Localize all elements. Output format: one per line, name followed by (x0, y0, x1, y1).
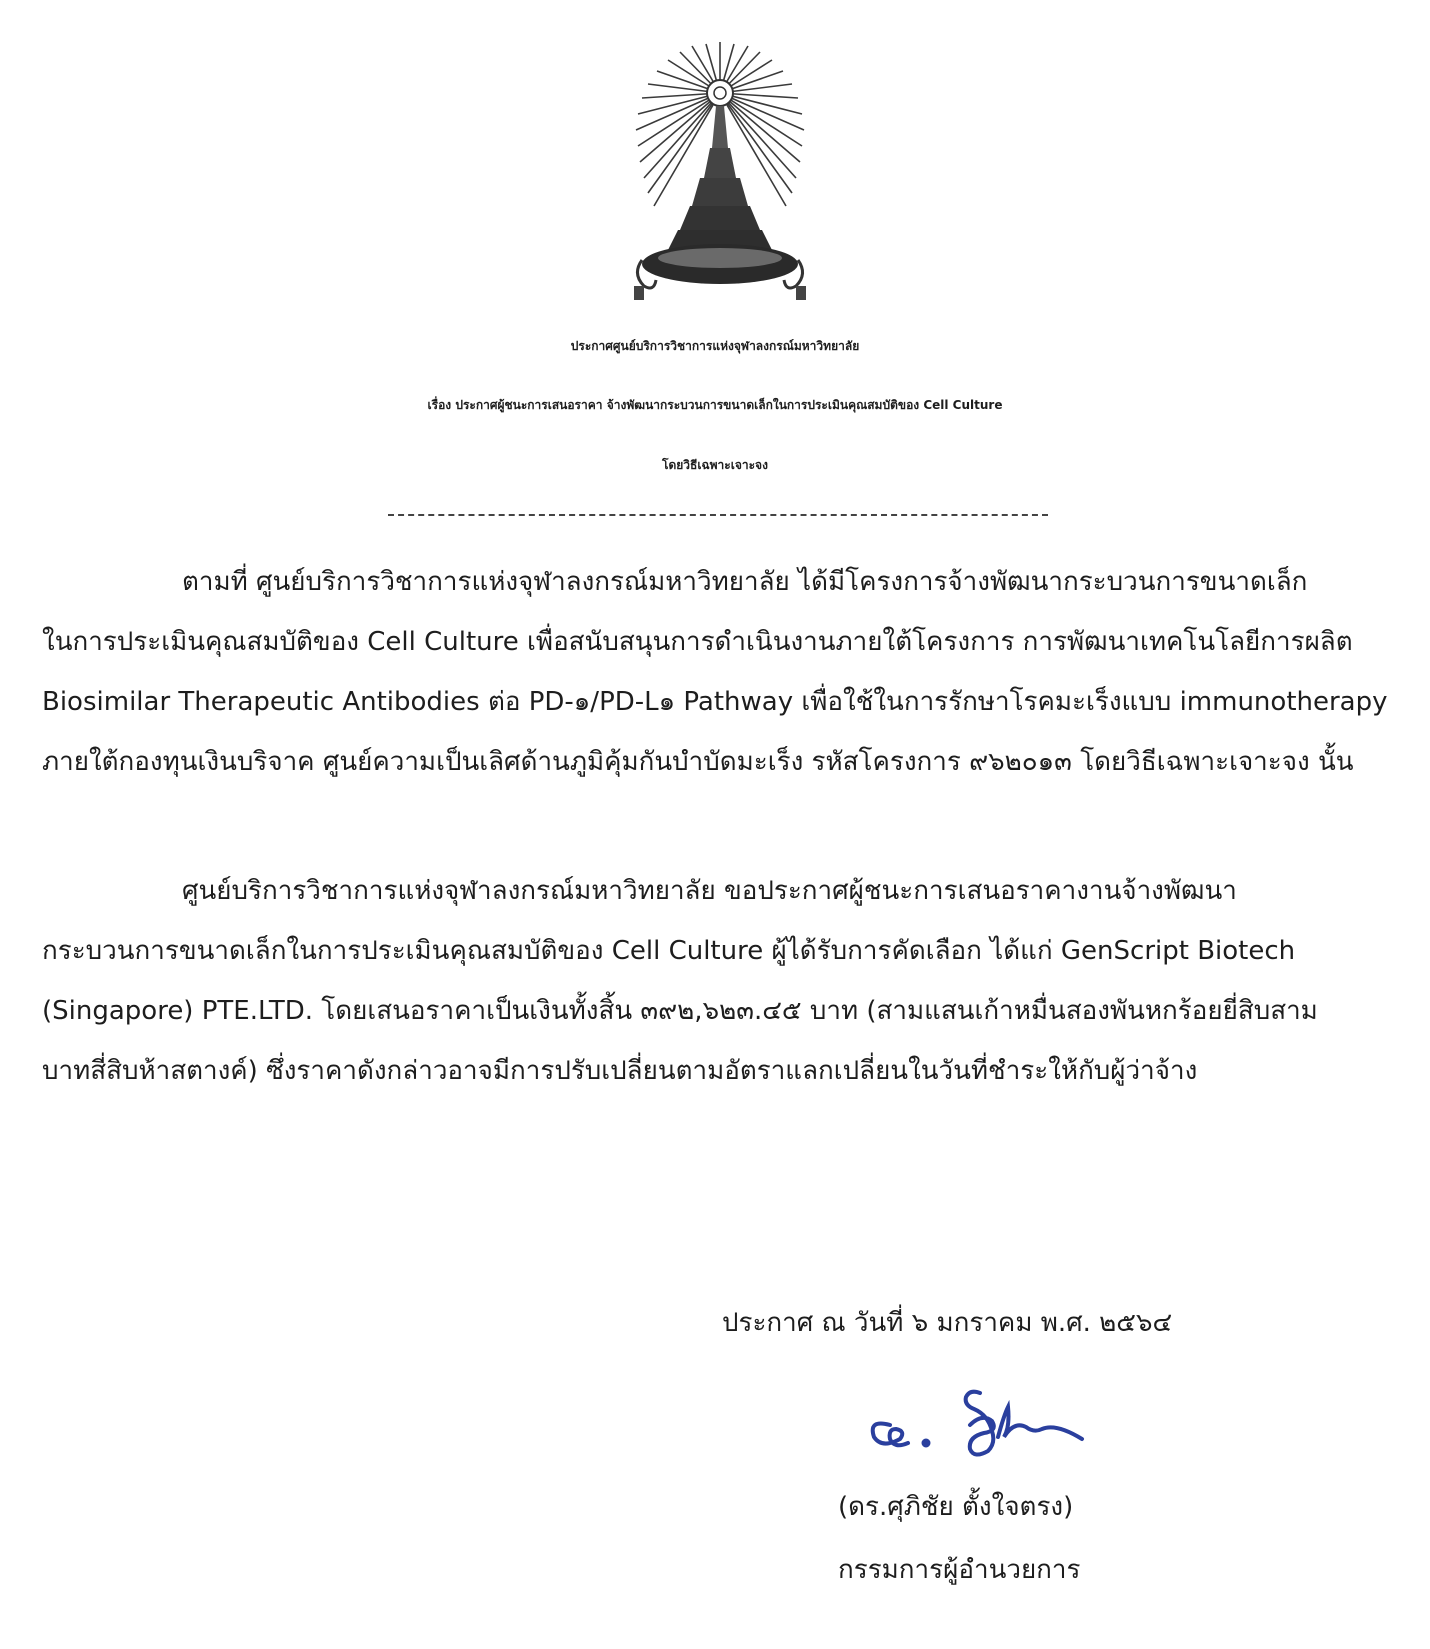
chulalongkorn-emblem-icon (630, 38, 810, 308)
paragraph-line: ในการประเมินคุณสมบัติของ Cell Culture เพื่อสนับสนุนการดำเนินงานภายใต้โครงการ การพัฒนาเทคโนโลยีการผลิต (42, 627, 1353, 657)
announcement-date: ประกาศ ณ วันที่ ๖ มกราคม พ.ศ. ๒๕๖๔ (722, 1308, 1173, 1338)
dashed-separator (388, 514, 1048, 516)
paragraph-line: (Singapore) PTE.LTD. โดยเสนอราคาเป็นเงินทั้งสิ้น ๓๙๒,๖๒๓.๔๕ บาท (สามแสนเก้าหมื่นสองพันหกร้อยยี่สิบสาม (42, 996, 1318, 1026)
signature-icon (860, 1385, 1110, 1460)
paragraph-line: ตามที่ ศูนย์บริการวิชาการแห่งจุฬาลงกรณ์มหาวิทยาลัย ได้มีโครงการจ้างพัฒนากระบวนการขนาดเล็ก (182, 567, 1308, 597)
paragraph-line: ศูนย์บริการวิชาการแห่งจุฬาลงกรณ์มหาวิทยาลัย ขอประกาศผู้ชนะการเสนอราคางานจ้างพัฒนา (182, 876, 1237, 906)
announcement-subject: เรื่อง ประกาศผู้ชนะการเสนอราคา จ้างพัฒนากระบวนการขนาดเล็กในการประเมินคุณสมบัติของ Cell Culture (427, 398, 1003, 412)
signatory-name: (ดร.ศุภิชัย ตั้งใจตรง) (838, 1492, 1074, 1522)
paragraph-line: ภายใต้กองทุนเงินบริจาค ศูนย์ความเป็นเลิศด้านภูมิคุ้มกันบำบัดมะเร็ง รหัสโครงการ ๙๖๒๐๑๓ โดยวิธีเฉพาะเจาะจง นั้น (42, 747, 1354, 777)
paragraph-line: กระบวนการขนาดเล็กในการประเมินคุณสมบัติของ Cell Culture ผู้ได้รับการคัดเลือก ได้แก่ GenScript Biotech (42, 936, 1296, 966)
paragraph-line: บาทสี่สิบห้าสตางค์) ซึ่งราคาดังกล่าวอาจมีการปรับเปลี่ยนตามอัตราแลกเปลี่ยนในวันที่ชำระให้กับผู้ว่าจ้าง (42, 1056, 1198, 1086)
announcement-title: ประกาศศูนย์บริการวิชาการแห่งจุฬาลงกรณ์มหาวิทยาลัย (570, 339, 860, 353)
procurement-method: โดยวิธีเฉพาะเจาะจง (662, 458, 768, 472)
paragraph-line: Biosimilar Therapeutic Antibodies ต่อ PD-๑/PD-L๑ Pathway เพื่อใช้ในการรักษาโรคมะเร็งแบบ immunotherapy (42, 687, 1388, 717)
signatory-position: กรรมการผู้อำนวยการ (838, 1555, 1081, 1585)
